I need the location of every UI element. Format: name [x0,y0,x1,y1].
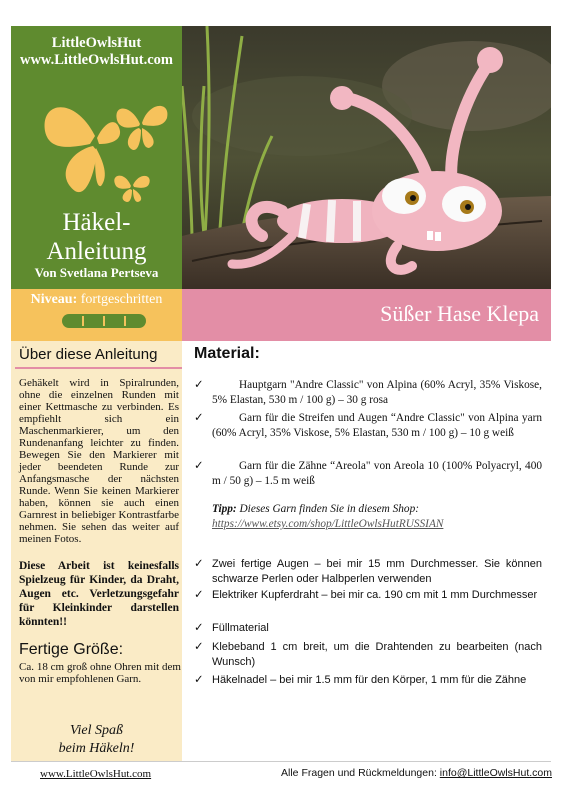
brand-name: LittleOwlsHut [51,35,142,51]
document-title-line2: Anleitung [46,238,147,265]
difficulty-indicator [62,314,146,328]
difficulty-label: Niveau: [30,292,78,307]
material-item [194,411,542,441]
about-heading: Über diese Anleitung [19,346,158,363]
about-text: Gehäkelt wird in Spiralrunden, ohne die einzelnen Runden mit einer Kettmasche zu verbinden. Es empfiehlt sich ein Maschenmarkierer, um den Rundenanfang leichter zu finden. Bewegen Sie den Markierer mit jeder beendeten Runde zur Anfangsmasche der nächsten Runde. Wenn Sie keinen Markierer haben, können sie auch einen Garnrest in beliebiger Kontrastfarbe nehmen. Sie sehen das weiter auf meinen Fotos. [19,377,179,545]
header-panel [11,26,182,289]
checkmark-icon: ✓ [194,379,204,391]
greeting-line1: Viel Spaß [69,723,123,738]
tool-item-text: Elektriker Kupferdraht – bei mir ca. 190 cm mit 1 mm Durchmesser [212,589,538,601]
greeting-line2: beim Häkeln! [58,741,135,756]
pattern-title: Süßer Hase Klepa [380,301,539,326]
shop-link[interactable]: https://www.etsy.com/shop/LittleOwlsHutRUSSIAN [212,518,444,530]
material-item-text: Hauptgarn "Andre Classic" von Alpina (60% Acryl, 35% Viskose, 5% Elastan, 530 m / 100 g) – 30 g rosa [212,379,542,406]
tool-item-text: Klebeband 1 cm breit, um die Drahtenden zu bearbeiten (nach Wunsch) [212,641,542,668]
tool-item-text: Zwei fertige Augen – bei mir 15 mm Durchmesser. Sie können schwarze Perlen oder Halbperlen verwenden [212,558,542,585]
safety-warning: Diese Arbeit ist keinesfalls Spielzeug für Kinder, da Draht, Augen etc. Verletzungsgefahr für Kleinkinder darstellen könnten!! [19,560,179,628]
size-text: Ca. 18 cm groß ohne Ohren mit dem von mir empfohlenen Garn. [19,661,181,685]
indicator-divider [124,316,126,326]
tool-item [194,621,542,636]
tool-item [194,673,542,688]
tool-item [194,588,542,603]
material-item-text: Garn für die Zähne “Areola" von Areola 10 (100% Polyacryl, 400 m / 50 g) – 1.5 m weiß [212,460,542,487]
info-sidebar [11,341,182,761]
author-name: Von Svetlana Pertseva [34,265,159,280]
bunny-photo [182,26,551,289]
checkmark-icon: ✓ [194,589,204,601]
size-heading: Fertige Größe: [19,641,124,658]
tip-label: Tipp: [212,503,237,515]
tool-item [194,557,542,587]
checkmark-icon: ✓ [194,558,204,570]
checkmark-icon: ✓ [194,641,204,653]
butterfly-logo-icon [35,76,175,206]
footer-email-link[interactable]: info@LittleOwlsHut.com [439,767,552,779]
checkmark-icon: ✓ [194,674,204,686]
about-divider [15,367,182,369]
brand-url: www.LittleOwlsHut.com [19,52,174,68]
butterfly-tiny-icon [114,176,149,202]
difficulty-level [11,289,182,341]
tool-item-text: Häkelnadel – bei mir 1.5 mm für den Körper, 1 mm für die Zähne [212,674,527,686]
material-heading: Material: [194,345,260,362]
checkmark-icon: ✓ [194,622,204,634]
shop-tip [212,502,542,532]
difficulty-value: fortgeschritten [80,292,163,307]
checkmark-icon: ✓ [194,412,204,424]
footer-divider [11,761,551,762]
indicator-divider [103,316,105,326]
checkmark-icon: ✓ [194,460,204,472]
footer-contact-label: Alle Fragen und Rückmeldungen: [281,767,437,779]
material-item-text: Garn für die Streifen und Augen “Andre Classic" von Alpina yarn (60% Acryl, 35% Viskose, 5% Elastan, 530 m / 100 g) – 10 g weiß [212,412,542,439]
material-item [194,459,542,489]
butterfly-large-icon [45,107,121,192]
material-item [194,378,542,408]
tool-item [194,640,542,670]
pattern-title-bar [182,289,551,341]
tip-text: Dieses Garn finden Sie in diesem Shop: [239,503,419,515]
footer-website-link[interactable]: www.LittleOwlsHut.com [40,768,152,780]
indicator-divider [82,316,84,326]
butterfly-small-icon [116,106,167,150]
footer-contact [281,767,552,779]
document-title-line1: Häkel- [62,209,131,236]
difficulty-level-text [11,292,182,308]
tool-item-text: Füllmaterial [212,622,269,634]
